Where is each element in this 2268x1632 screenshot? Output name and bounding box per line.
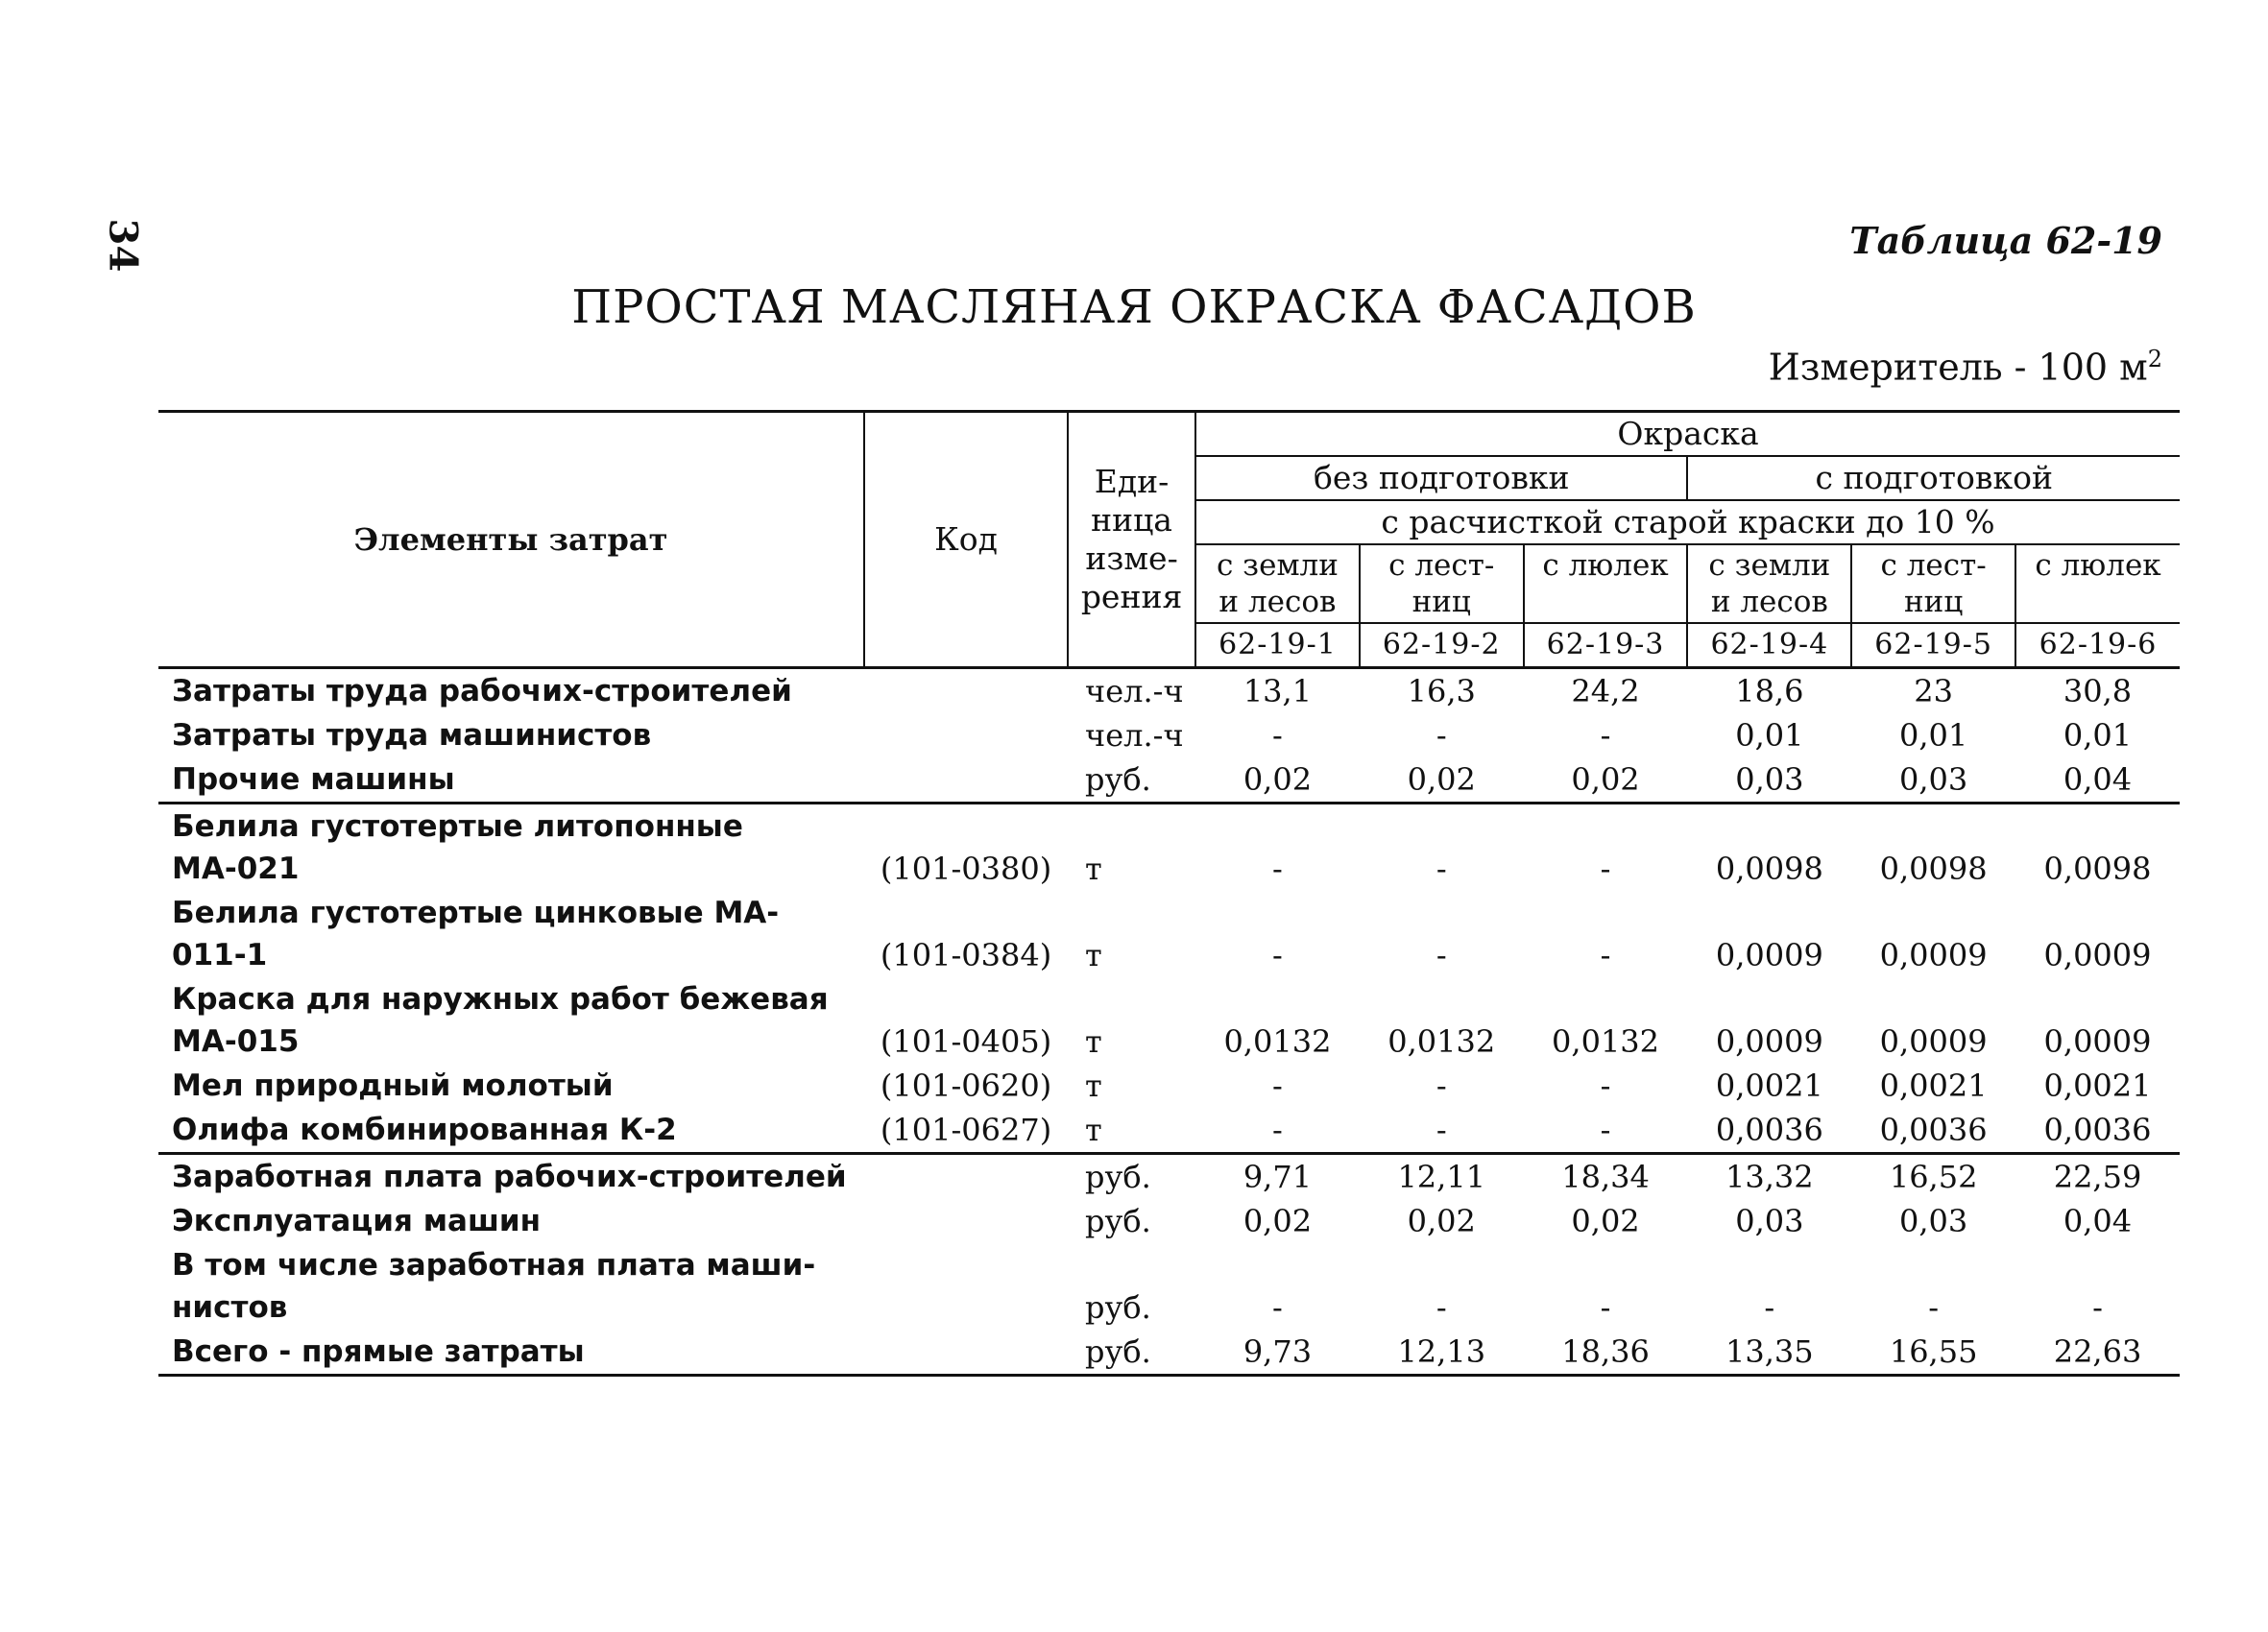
table-label: Таблица 62-19 <box>1849 219 2162 262</box>
value-cell: 0,02 <box>1360 757 1524 804</box>
value-cell: 30,8 <box>2063 673 2133 709</box>
cost-element: Эксплуатация машин <box>172 1204 542 1238</box>
header-cleaning: с расчисткой старой краски до 10 % <box>1195 500 2180 544</box>
resource-code: (101-0384) <box>880 937 1052 973</box>
resource-code: (101-0380) <box>880 851 1052 887</box>
table-row <box>158 757 2180 804</box>
value-cell: 0,0098 <box>2043 851 2152 887</box>
header-elements: Элементы затрат <box>158 412 864 667</box>
value-cell: 0,0132 <box>1223 1023 1332 1060</box>
value-cell: 0,0009 <box>2043 937 2152 973</box>
cost-element: Краска для наружных работ бежевая МА-015 <box>172 982 829 1059</box>
value-cell: - <box>1600 1289 1611 1326</box>
value-cell: 22,63 <box>2015 1330 2180 1376</box>
unit-cell: руб. <box>1085 1159 1151 1195</box>
measure-text: Измеритель - 100 м <box>1768 346 2148 389</box>
table-row <box>158 977 2180 1064</box>
header-code-cell: 62-19-6 <box>2015 623 2180 666</box>
resource-code: (101-0627) <box>864 1108 1068 1154</box>
value-cell: 13,35 <box>1687 1330 1851 1376</box>
value-cell: 16,3 <box>1407 673 1476 709</box>
value-cell: - <box>1272 1068 1283 1104</box>
header-sub: с земли и лесов <box>1687 544 1851 623</box>
value-cell: 0,04 <box>2063 1203 2133 1239</box>
value-cell: 0,0021 <box>2043 1068 2152 1104</box>
cost-element: Белила густотертые литопонные МА-021 <box>172 809 743 886</box>
value-cell: - <box>1436 851 1447 887</box>
value-cell: - <box>1600 851 1611 887</box>
value-cell: 12,13 <box>1360 1330 1524 1376</box>
resource-code <box>864 1199 1068 1243</box>
value-cell: - <box>1272 937 1283 973</box>
value-cell: 24,2 <box>1571 673 1640 709</box>
value-cell: 23 <box>1914 673 1953 709</box>
value-cell: 0,0009 <box>1715 1023 1823 1060</box>
cost-element: В том числе заработная плата маши- нистов <box>172 1248 816 1325</box>
table-row <box>158 804 2180 892</box>
table-row <box>158 1064 2180 1108</box>
value-cell: - <box>1272 717 1283 754</box>
value-cell: 0,0036 <box>1851 1108 2015 1154</box>
table-row <box>158 668 2180 714</box>
unit-cell: т <box>1085 937 1102 973</box>
header-code-cell: 62-19-1 <box>1195 623 1360 666</box>
value-cell: - <box>1195 1108 1360 1154</box>
unit-cell: руб. <box>1085 1289 1151 1326</box>
value-cell: - <box>1360 1108 1524 1154</box>
value-cell: - <box>1272 1289 1283 1326</box>
value-cell: 18,6 <box>1735 673 1804 709</box>
value-cell: 13,1 <box>1243 673 1313 709</box>
header-code-cell: 62-19-3 <box>1524 623 1688 666</box>
cost-element: Олифа комбинированная К-2 <box>158 1108 864 1154</box>
resource-code <box>864 1243 1068 1330</box>
header-sub: с лест- ниц <box>1360 544 1524 623</box>
measure-unit <box>1769 346 2162 389</box>
header-without-prep: без подготовки <box>1195 456 1687 500</box>
header-with-prep: с подготовкой <box>1687 456 2180 500</box>
header-sub: с лест- ниц <box>1851 544 2015 623</box>
value-cell: - <box>1272 851 1283 887</box>
page-title: ПРОСТАЯ МАСЛЯНАЯ ОКРАСКА ФАСАДОВ <box>571 280 1697 334</box>
value-cell: 0,03 <box>1735 1203 1804 1239</box>
cost-element: Заработная плата рабочих-строителей <box>172 1160 847 1194</box>
value-cell: 0,02 <box>1243 1203 1313 1239</box>
value-cell: 0,03 <box>1687 757 1851 804</box>
resource-code <box>864 1330 1068 1376</box>
value-cell: - <box>1928 1289 1940 1326</box>
value-cell: 0,01 <box>1899 717 1968 754</box>
table-row <box>158 891 2180 977</box>
value-cell: 0,0021 <box>1879 1068 1988 1104</box>
table-row <box>158 1108 2180 1154</box>
header-sub: с земли и лесов <box>1195 544 1360 623</box>
cost-element: Мел природный молотый <box>172 1068 614 1103</box>
value-cell: 18,36 <box>1524 1330 1688 1376</box>
value-cell: - <box>1600 937 1611 973</box>
value-cell: - <box>1436 1068 1447 1104</box>
unit-cell: чел.-ч <box>1085 673 1184 709</box>
header-code-cell: 62-19-5 <box>1851 623 2015 666</box>
unit-cell: руб. <box>1068 757 1195 804</box>
value-cell: 0,0009 <box>1879 1023 1988 1060</box>
unit-cell: т <box>1085 1023 1102 1060</box>
value-cell: 22,59 <box>2053 1159 2142 1195</box>
value-cell: 0,04 <box>2015 757 2180 804</box>
cost-element: Прочие машины <box>158 757 864 804</box>
table-row <box>158 1199 2180 1243</box>
value-cell: 0,0009 <box>2043 1023 2152 1060</box>
value-cell: 0,01 <box>1735 717 1804 754</box>
value-cell: 0,03 <box>1851 757 2015 804</box>
unit-cell: т <box>1085 1068 1102 1104</box>
unit-cell: чел.-ч <box>1085 717 1184 754</box>
header-code: Код <box>864 412 1068 667</box>
table-row <box>158 1243 2180 1330</box>
value-cell: 0,02 <box>1524 757 1688 804</box>
value-cell: - <box>1436 937 1447 973</box>
value-cell: - <box>1600 717 1611 754</box>
value-cell: 0,0036 <box>1687 1108 1851 1154</box>
value-cell: 9,71 <box>1243 1159 1313 1195</box>
resource-code: (101-0405) <box>880 1023 1052 1060</box>
header-sub: с люлек <box>2015 544 2180 623</box>
resource-code <box>864 1154 1068 1200</box>
table-row <box>158 713 2180 757</box>
value-cell: 12,11 <box>1397 1159 1486 1195</box>
value-cell: 0,01 <box>2063 717 2133 754</box>
resource-code <box>864 713 1068 757</box>
table-row <box>158 1330 2180 1376</box>
value-cell: 0,0009 <box>1715 937 1823 973</box>
header-code-cell: 62-19-2 <box>1360 623 1524 666</box>
value-cell: 0,02 <box>1407 1203 1476 1239</box>
resource-code <box>864 757 1068 804</box>
value-cell: 0,02 <box>1571 1203 1640 1239</box>
value-cell: 0,0009 <box>1879 937 1988 973</box>
value-cell: - <box>1436 1289 1447 1326</box>
header-sub: с люлек <box>1524 544 1688 623</box>
value-cell: 0,03 <box>1899 1203 1968 1239</box>
value-cell: - <box>1436 717 1447 754</box>
unit-cell: руб. <box>1068 1330 1195 1376</box>
page-number: 34 <box>100 218 146 273</box>
value-cell: 0,0132 <box>1552 1023 1660 1060</box>
value-cell: 0,0098 <box>1879 851 1988 887</box>
value-cell: 0,0098 <box>1715 851 1823 887</box>
value-cell: - <box>2092 1289 2103 1326</box>
header-code-cell: 62-19-4 <box>1687 623 1851 666</box>
cost-element: Белила густотертые цинковые МА- 011-1 <box>172 896 780 972</box>
value-cell: 0,0036 <box>2015 1108 2180 1154</box>
measure-sup: 2 <box>2147 346 2162 372</box>
value-cell: 0,0021 <box>1715 1068 1823 1104</box>
cost-element: Затраты труда рабочих-строителей <box>172 674 792 708</box>
value-cell: - <box>1600 1068 1611 1104</box>
header-unit: Еди- ница изме- рения <box>1068 412 1195 667</box>
value-cell: 18,34 <box>1561 1159 1650 1195</box>
table-row <box>158 1154 2180 1200</box>
unit-cell: руб. <box>1085 1203 1151 1239</box>
unit-cell: т <box>1085 851 1102 887</box>
cost-table <box>158 410 2180 1377</box>
value-cell: 16,52 <box>1889 1159 1978 1195</box>
value-cell: 16,55 <box>1851 1330 2015 1376</box>
header-painting: Окраска <box>1195 412 2180 457</box>
value-cell: - <box>1524 1108 1688 1154</box>
value-cell: 13,32 <box>1725 1159 1814 1195</box>
value-cell: 0,0132 <box>1387 1023 1496 1060</box>
cost-element: Всего - прямые затраты <box>158 1330 864 1376</box>
value-cell: 9,73 <box>1195 1330 1360 1376</box>
cost-element: Затраты труда машинистов <box>172 718 652 753</box>
value-cell: 0,02 <box>1195 757 1360 804</box>
resource-code: (101-0620) <box>880 1068 1052 1104</box>
unit-cell: т <box>1068 1108 1195 1154</box>
value-cell: - <box>1764 1289 1775 1326</box>
resource-code <box>864 668 1068 714</box>
